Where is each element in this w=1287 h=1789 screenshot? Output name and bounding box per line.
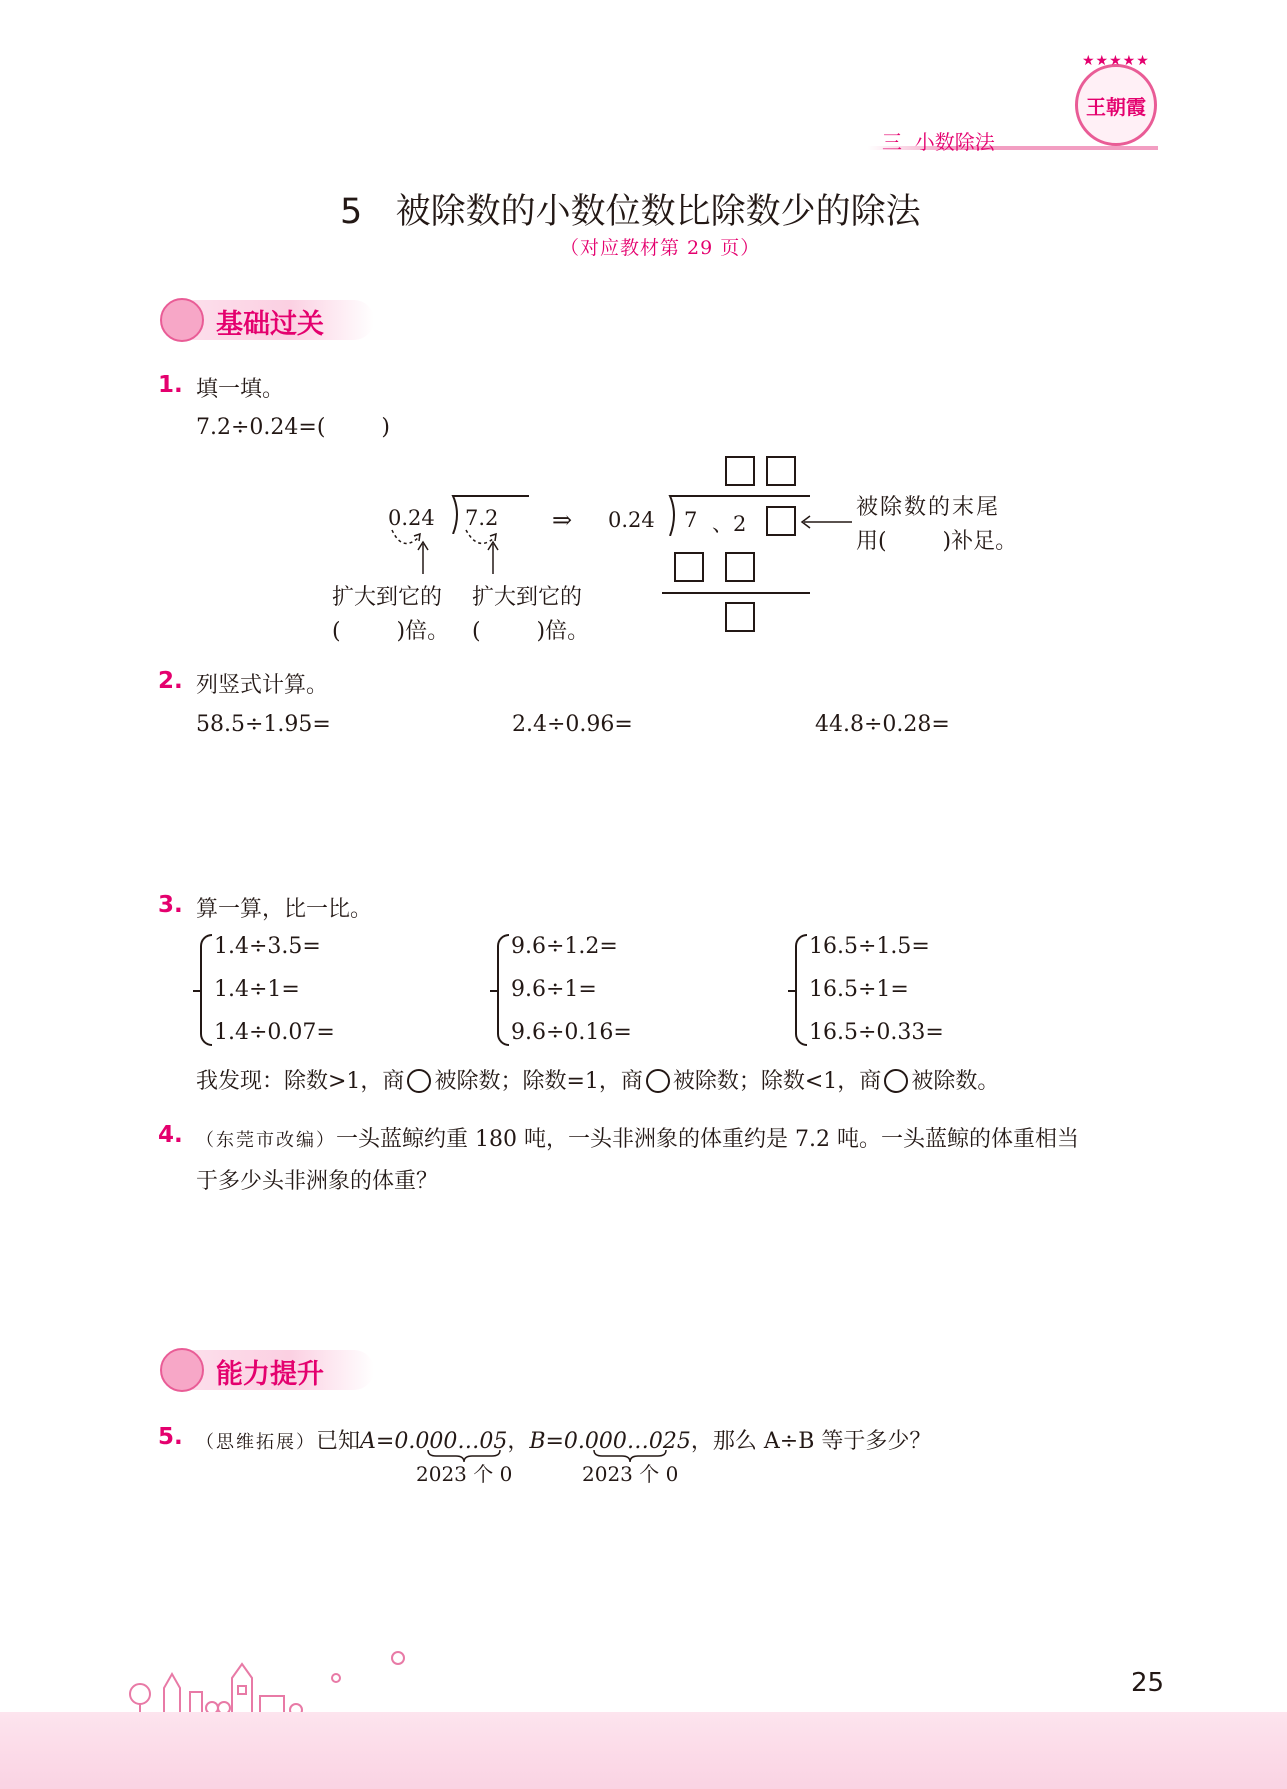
q5-text-a: 已知 <box>316 1429 361 1454</box>
page-title: 5 被除数的小数位数比除数少的除法 <box>340 192 921 232</box>
q3-g2-item-3: 9.6÷0.16= <box>511 1020 632 1045</box>
answer-box-quotient-2[interactable] <box>766 456 796 486</box>
q5-text-c: ，那么 A÷B 等于多少？ <box>690 1429 932 1454</box>
q4-number: 4. <box>158 1122 183 1148</box>
page-subtitle: （对应教材第 29 页） <box>560 237 761 259</box>
q5-brace-label-a: 2023 个 0 <box>416 1462 513 1486</box>
q2-text: 列竖式计算。 <box>196 673 329 698</box>
mascot-icon <box>160 1348 204 1392</box>
brace-group-2 <box>497 934 509 1046</box>
q5-source: （思维拓展） <box>196 1432 316 1453</box>
q3-finding-b: 被除数；除数=1，商 <box>434 1069 643 1094</box>
pointer-arrow <box>800 512 852 532</box>
q5-text-b: ， <box>507 1429 530 1454</box>
division-rule-line <box>662 592 810 594</box>
q1-note-line2: 用( )补足。 <box>856 529 1018 554</box>
q3-g1-item-1: 1.4÷3.5= <box>214 934 321 959</box>
up-arrows <box>410 540 510 576</box>
q3-g3-item-2: 16.5÷1= <box>809 977 909 1002</box>
q2-item-2: 2.4÷0.96= <box>512 712 633 737</box>
footer-band <box>0 1712 1287 1789</box>
q3-g1-item-2: 1.4÷1= <box>214 977 300 1002</box>
q1-transform-arrow: ⇒ <box>552 506 573 534</box>
q1-expression: 7.2÷0.24=( ) <box>196 415 390 440</box>
q4-line1-text: 一头蓝鲸约重 180 吨，一头非洲象的体重约是 7.2 吨。一头蓝鲸的体重相当 <box>336 1127 1079 1152</box>
q1-label2-line1: 扩大到它的 <box>472 585 583 610</box>
answer-box-quotient-1[interactable] <box>725 456 755 486</box>
town-illustration <box>120 1648 420 1718</box>
q3-finding-a: 我发现：除数>1，商 <box>196 1069 405 1094</box>
brace-group-1 <box>200 934 212 1046</box>
brand-logo <box>1075 53 1157 146</box>
q3-number: 3. <box>158 892 183 918</box>
logo-stars: ★★★★★ <box>1082 53 1150 69</box>
q1-label1-line1: 扩大到它的 <box>332 585 443 610</box>
q3-g2-item-2: 9.6÷1= <box>511 977 597 1002</box>
answer-box-product-2[interactable] <box>725 552 755 582</box>
q1-divisor-left: 0.24 <box>388 506 435 530</box>
q3-g1-item-3: 1.4÷0.07= <box>214 1020 335 1045</box>
q4-line2: 于多少头非洲象的体重？ <box>196 1169 439 1194</box>
q1-text: 填一填。 <box>196 377 285 402</box>
q1-number: 1. <box>158 372 183 398</box>
section-basic-title: 基础过关 <box>216 309 324 340</box>
q3-g2-item-1: 9.6÷1.2= <box>511 934 618 959</box>
q1-divisor-right: 0.24 <box>608 508 655 532</box>
q3-g3-item-3: 16.5÷0.33= <box>809 1020 944 1045</box>
compare-circle-3[interactable] <box>884 1069 908 1093</box>
page-number: 25 <box>1131 1668 1165 1698</box>
q5-number: 5. <box>158 1424 183 1450</box>
q5-A-expr: A=0.000…05 <box>360 1429 508 1454</box>
globe-icon <box>160 298 204 342</box>
section-advanced-title: 能力提升 <box>216 1359 324 1390</box>
q4-line1 <box>196 1122 1079 1153</box>
answer-box-fill-zero[interactable] <box>766 506 796 536</box>
q3-text: 算一算，比一比。 <box>196 897 373 922</box>
q3-finding-d: 被除数。 <box>911 1069 1000 1094</box>
q1-dividend-left: 7.2 <box>465 506 499 530</box>
q1-dividend-right-b: 、2 <box>712 512 747 536</box>
q5-line <box>196 1424 931 1455</box>
q3-g3-item-1: 16.5÷1.5= <box>809 934 930 959</box>
q2-item-3: 44.8÷0.28= <box>815 712 950 737</box>
compare-circle-2[interactable] <box>646 1069 670 1093</box>
q1-label2-line2: ( )倍。 <box>472 619 590 644</box>
answer-box-product-1[interactable] <box>674 552 704 582</box>
answer-box-remainder[interactable] <box>725 602 755 632</box>
compare-circle-1[interactable] <box>407 1069 431 1093</box>
q1-note-line1: 被除数的末尾 <box>856 495 1001 520</box>
q2-item-1: 58.5÷1.95= <box>196 712 331 737</box>
q1-dividend-right-a: 7 <box>684 508 698 532</box>
q3-finding <box>196 1064 999 1095</box>
q2-number: 2. <box>158 668 183 694</box>
q5-B-expr: B=0.000…025 <box>529 1429 691 1454</box>
q5-brace-label-b: 2023 个 0 <box>582 1462 679 1486</box>
q1-label1-line2: ( )倍。 <box>332 619 450 644</box>
q3-finding-c: 被除数；除数<1，商 <box>672 1069 882 1094</box>
q4-source: （东莞市改编） <box>196 1130 336 1151</box>
brace-group-3 <box>795 934 807 1046</box>
chapter-label: 三 小数除法 <box>882 130 995 154</box>
brand-name: 王朝霞 <box>1086 95 1146 119</box>
